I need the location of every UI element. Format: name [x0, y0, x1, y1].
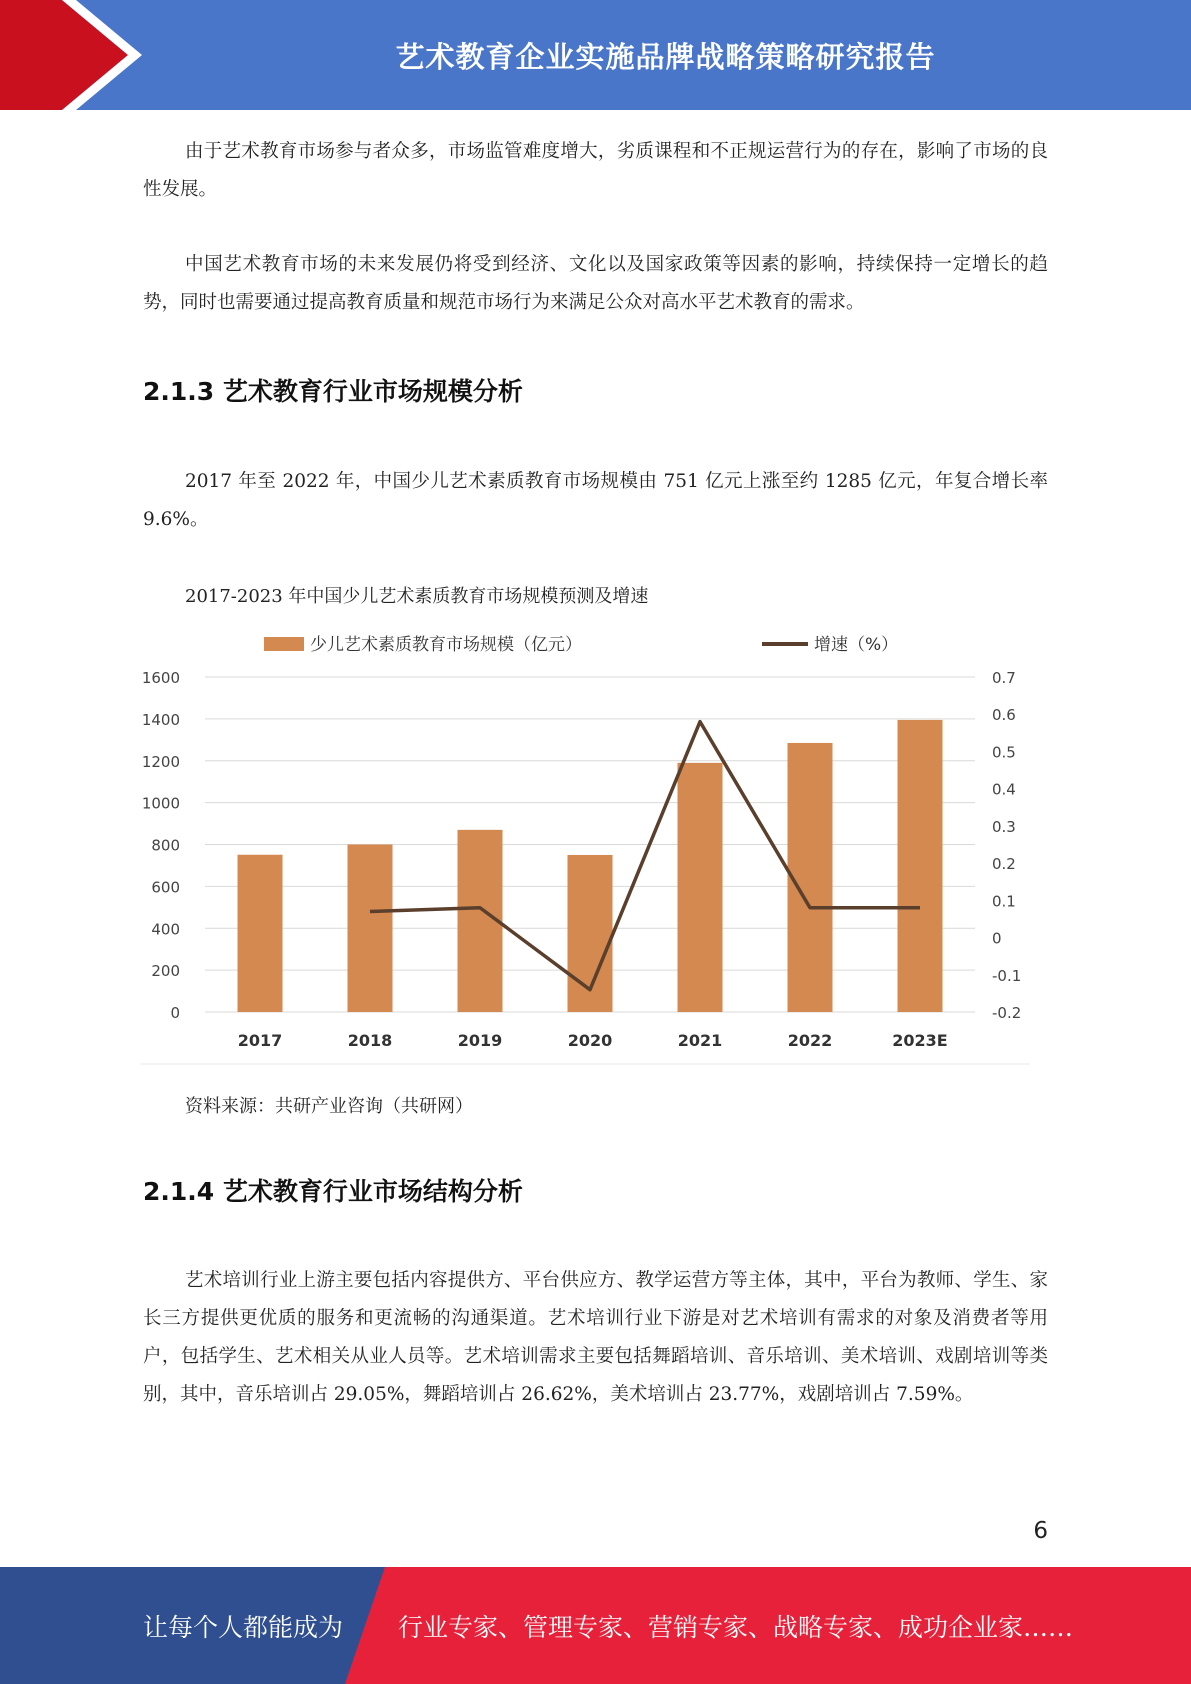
- left-tick-label: 200: [151, 962, 180, 981]
- right-tick-label: 0: [992, 929, 1002, 948]
- right-tick-label: 0.2: [992, 855, 1016, 874]
- x-tick-label: 2020: [567, 1031, 613, 1050]
- right-tick-label: 0.3: [992, 817, 1016, 836]
- left-tick-label: 1600: [141, 669, 180, 687]
- x-tick-label: 2023E: [892, 1031, 948, 1050]
- market-size-chart: [140, 615, 1040, 1065]
- x-tick-label: 2018: [347, 1031, 393, 1050]
- left-tick-label: 1000: [141, 794, 180, 813]
- right-tick-label: 0.6: [992, 706, 1016, 725]
- right-tick-label: 0.5: [992, 743, 1016, 762]
- right-tick-label: -0.2: [992, 1004, 1022, 1022]
- left-tick-label: 0: [170, 1004, 180, 1022]
- x-tick-label: 2021: [677, 1031, 723, 1050]
- paragraph-future-trend: 中国艺术教育市场的未来发展仍将受到经济、文化以及国家政策等因素的影响，持续保持一定增长的趋势，同时也需要通过提高教育质量和规范市场行为来满足公众对高水平艺术教育的需求。: [143, 254, 1048, 313]
- right-tick-label: 0.1: [992, 892, 1016, 911]
- section-heading-market-size: 2.1.3 艺术教育行业市场规模分析: [143, 377, 523, 406]
- header-chevron: [0, 0, 150, 110]
- left-tick-label: 1200: [141, 752, 180, 771]
- left-tick-label: 1400: [141, 710, 180, 729]
- right-tick-label: 0.7: [992, 669, 1016, 687]
- report-title: 艺术教育企业实施品牌战略策略研究报告: [395, 39, 936, 74]
- section-heading-market-structure: 2.1.4 艺术教育行业市场结构分析: [143, 1177, 523, 1206]
- paragraph-market-structure: 艺术培训行业上游主要包括内容提供方、平台供应方、教学运营方等主体，其中，平台为教师、学生、家长三方提供更优质的服务和更流畅的沟通渠道。艺术培训行业下游是对艺术培训有需求的对象及消费者等用户，包括学生、艺术相关从业人员等。艺术培训需求主要包括舞蹈培训、音乐培训、美术培训、戏剧培训等类别，其中，音乐培训占 29.05%，舞蹈培训占 26.62%，美术培训占 23.77%，戏剧培训占 7.59%。: [143, 1270, 1048, 1405]
- data-source: 资料来源：共研产业咨询（共研网）: [185, 1096, 473, 1117]
- right-tick-label: -0.1: [992, 966, 1022, 985]
- x-tick-label: 2017: [237, 1031, 283, 1050]
- page-number: 6: [1033, 1518, 1048, 1544]
- page-header: [0, 0, 1191, 110]
- right-tick-label: 0.4: [992, 780, 1016, 799]
- bar: [678, 763, 723, 1012]
- x-tick-label: 2019: [457, 1031, 503, 1050]
- chart-caption: 2017-2023 年中国少儿艺术素质教育市场规模预测及增速: [185, 586, 649, 607]
- left-tick-label: 400: [151, 920, 180, 939]
- legend-bar-swatch: [264, 637, 304, 651]
- left-tick-label: 600: [151, 878, 180, 897]
- paragraph-market-size: 2017 年至 2022 年，中国少儿艺术素质教育市场规模由 751 亿元上涨至约 1285 亿元，年复合增长率 9.6%。: [143, 471, 1048, 530]
- x-tick-label: 2022: [787, 1031, 833, 1050]
- footer-slogan-right: 行业专家、管理专家、营销专家、战略专家、成功企业家……: [398, 1612, 1074, 1642]
- bar: [238, 855, 283, 1012]
- footer-slogan-left: 让每个人都能成为: [143, 1612, 344, 1642]
- bar: [348, 845, 393, 1013]
- paragraph-market-issues: 由于艺术教育市场参与者众多，市场监管难度增大，劣质课程和不正规运营行为的存在，影响了市场的良性发展。: [143, 141, 1048, 200]
- legend-bar-label: 少儿艺术素质教育市场规模（亿元）: [310, 635, 582, 655]
- bar: [898, 720, 943, 1012]
- legend-line-label: 增速（%）: [814, 635, 899, 655]
- left-tick-label: 800: [151, 836, 180, 855]
- page-footer: [0, 1567, 1191, 1684]
- bar: [788, 743, 833, 1012]
